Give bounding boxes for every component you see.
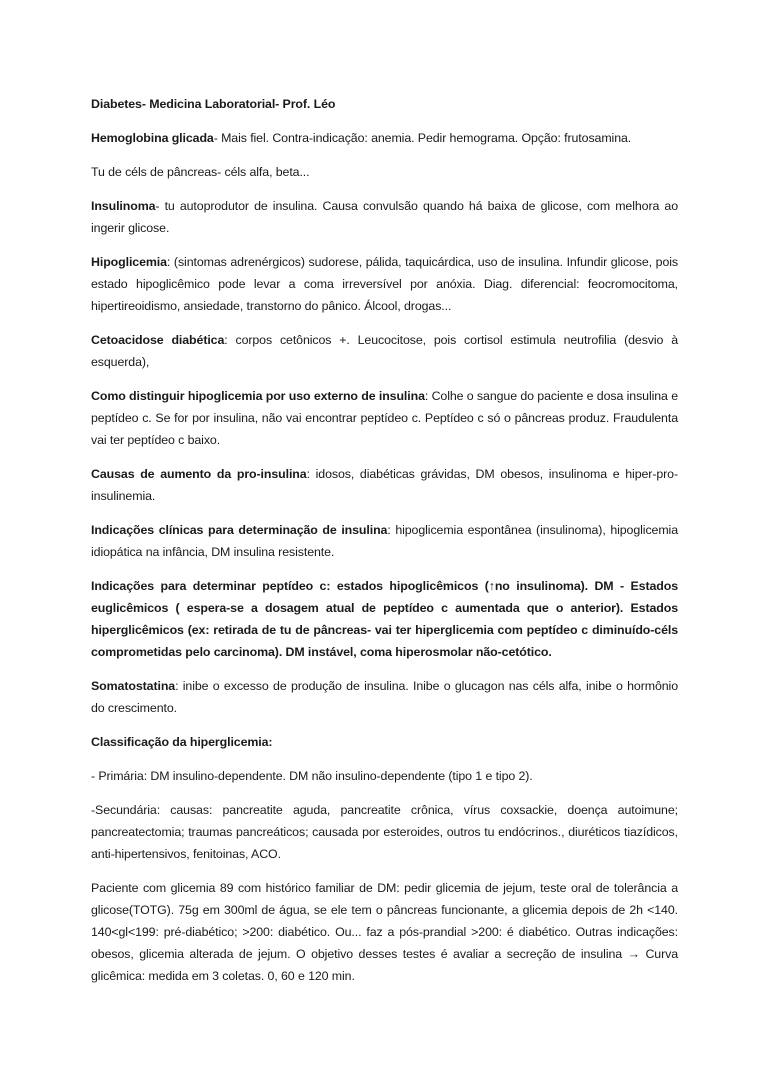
term-hipoglicemia: Hipoglicemia: [91, 255, 167, 269]
heading-classificacao: Classificação da hiperglicemia:: [91, 735, 273, 749]
paragraph-primaria: - Primária: DM insulino-dependente. DM não insulino-dependente (tipo 1 e tipo 2).: [91, 769, 533, 783]
paragraph-pancreas-cells: [91, 161, 678, 183]
term-distinguir-hipoglicemia: Como distinguir hipoglicemia por uso externo de insulina: [91, 389, 425, 403]
document-title: Diabetes- Medicina Laboratorial- Prof. Léo: [91, 97, 336, 111]
paragraph-text: : idosos, diabéticas grávidas, DM obesos, insulinoma e hiper-pro-insulinemia.: [91, 467, 678, 503]
term-cetoacidose: Cetoacidose diabética: [91, 333, 225, 347]
paragraph-text-tail: Curva glicêmica: medida em 3 coletas. 0, 60 e 120 min.: [91, 947, 678, 983]
paragraph-text: Paciente com glicemia 89 com histórico familiar de DM: pedir glicemia de jejum, teste oral de tolerância a glicose(TOTG). 75g em 300ml de água, se ele tem o pâncreas funcionante, a glicemia depois de 2h <140. 140<gl<199: pré-diabético; >200: diabético. Ou... faz a pós-prandial >200: é diabético. Outras indicações: obesos, glicemia alterada de jejum. O objetivo desses testes é avaliar a secreção de insulina: [91, 881, 678, 961]
term-pro-insulina: Causas de aumento da pro-insulina: [91, 467, 307, 481]
term-indicacoes-insulina: Indicações clínicas para determinação de insulina: [91, 523, 388, 537]
paragraph-paciente-glicemia: [91, 877, 678, 987]
paragraph-text: : (sintomas adrenérgicos) sudorese, pálida, taquicárdica, uso de insulina. Infundir glicose, pois estado hipoglicêmico pode levar a coma irreversível por anóxia. Diag. diferencial: feocromocitoma, hipertireoidismo, ansiedade, transtorno do pânico. Álcool, drogas...: [91, 255, 678, 313]
paragraph-somatostatina: [91, 675, 678, 719]
paragraph-text: - Mais fiel. Contra-indicação: anemia. Pedir hemograma. Opção: frutosamina.: [213, 131, 632, 145]
paragraph-text: : hipoglicemia espontânea (insulinoma), hipoglicemia idiopática na infância, DM insulina resistente.: [91, 523, 678, 559]
paragraph-text: : inibe o excesso de produção de insulina. Inibe o glucagon nas céls alfa, inibe o hormônio do crescimento.: [91, 679, 678, 715]
term-hemoglobina-glicada: Hemoglobina glicada: [91, 131, 214, 145]
paragraph-text: : Colhe o sangue do paciente e dosa insulina e peptídeo c. Se for por insulina, não vai encontrar peptídeo c. Peptídeo c só o pâncreas produz. Fraudulenta vai ter peptídeo c baixo.: [91, 389, 678, 447]
paragraph-secundaria: -Secundária: causas: pancreatite aguda, pancreatite crônica, vírus coxsackie, doença autoimune; pancreatectomia; traumas pancreáticos; causada por esteroides, outros tu endócrinos., diuréticos tiazídicos, anti-hipertensivos, fenitoinas, ACO.: [91, 803, 678, 861]
arrow-right-icon: →: [627, 947, 640, 961]
paragraph-distinguir-hipoglicemia: [91, 385, 678, 451]
paragraph-hemoglobina: [91, 127, 678, 149]
paragraph-text: Tu de céls de pâncreas- céls alfa, beta...: [91, 165, 310, 179]
paragraph-indicacoes-peptideo: Indicações para determinar peptídeo c: estados hipoglicêmicos (↑no insulinoma). DM - Estados euglicêmicos ( espera-se a dosagem atual de peptídeo c aumentada que o anterior). Estados hiperglicêmicos (ex: retirada de tu de pâncreas- vai ter hiperglicemia com peptídeo c diminuído-céls comprometidas pelo carcinoma). DM instável, coma hiperosmolar não-cetótico.: [91, 579, 678, 659]
paragraph-text: - tu autoprodutor de insulina. Causa convulsão quando há baixa de glicose, com melhora ao ingerir glicose.: [91, 199, 678, 235]
term-somatostatina: Somatostatina: [91, 679, 176, 693]
paragraph-indicacoes-insulina: [91, 519, 678, 563]
term-insulinoma: Insulinoma: [91, 199, 156, 213]
paragraph-text: : corpos cetônicos +. Leucocitose, pois cortisol estimula neutrofilia (desvio à esquerda),: [91, 333, 678, 369]
paragraph-cetoacidose: [91, 329, 678, 373]
paragraph-pro-insulina: [91, 463, 678, 507]
paragraph-insulinoma: [91, 195, 678, 239]
paragraph-hipoglicemia: [91, 251, 678, 317]
